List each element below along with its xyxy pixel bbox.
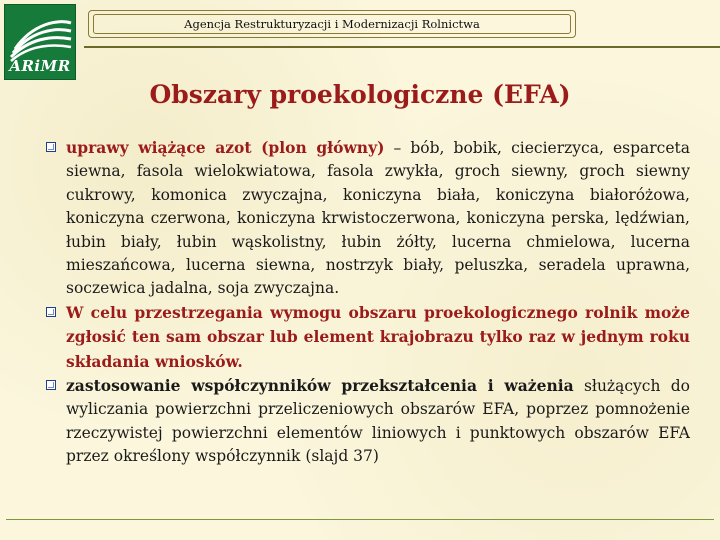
bullet-heading: W celu przestrzegania wymogu obszaru proekologicznego rolnik może zgłosić ten sam obszar lub element krajobrazu tylko raz w jednym roku składania wniosków. xyxy=(66,302,690,371)
bullet-item-nitrogen-crops xyxy=(10,136,690,301)
logo-text: ARiMR xyxy=(9,57,71,75)
checkbox-bullet-icon xyxy=(46,307,56,317)
bullet-heading: uprawy wiążące azot (plon główny) xyxy=(66,138,385,157)
bullet-item-coefficients xyxy=(10,374,690,469)
agency-name: Agencja Restrukturyzacji i Modernizacji Rolnictwa xyxy=(93,14,571,34)
bullet-list xyxy=(10,136,690,469)
bullet-heading: zastosowanie współczynników przekształcenia i ważenia xyxy=(66,376,574,396)
footer-divider xyxy=(6,519,714,520)
bullet-body: – bób, bobik, ciecierzyca, esparceta siewna, fasola wielokwiatowa, fasola zwykła, groch siewny, groch siewny cukrowy, komonica zwyczajna, koniczyna biała, koniczyna białoróżowa, koniczyna czerwona, koniczyna krwistoczerwona, koniczyna perska, lędźwian, łubin biały, łubin wąskolistny, łubin żółty, lucerna chmielowa, lucerna mieszańcowa, lucerna siewna, nostrzyk biały, peluszka, seradela uprawna, soczewica jadalna, soja zwyczajna. xyxy=(66,139,690,298)
checkbox-bullet-icon xyxy=(46,380,56,390)
bullet-item-single-declaration xyxy=(10,301,690,374)
slide-title: Obszary proekologiczne (EFA) xyxy=(149,80,571,109)
bullet-body: służących do wyliczania powierzchni przeliczeniowych obszarów EFA, poprzez pomnożenie rzeczywistej powierzchni elementów liniowych i punktowych obszarów EFA przez określony współczynnik (slajd 37) xyxy=(66,377,690,466)
header-divider xyxy=(84,46,720,48)
agency-header xyxy=(88,10,576,38)
arimr-logo xyxy=(4,4,76,80)
checkbox-bullet-icon xyxy=(46,142,56,152)
